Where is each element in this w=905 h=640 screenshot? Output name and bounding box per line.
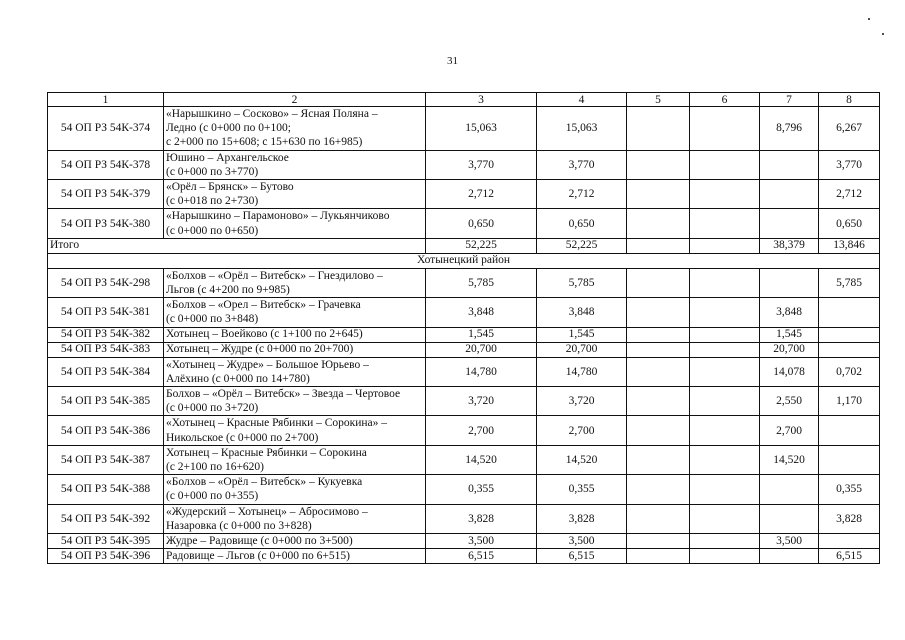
value-cell-c6 [690, 298, 760, 327]
table-row [48, 150, 880, 179]
value-cell-c6 [690, 549, 760, 564]
road-code-cell: 54 ОП РЗ 54К-386 [48, 416, 164, 445]
total-row [48, 238, 880, 253]
value-cell-c7: 2,700 [760, 416, 819, 445]
table-body [48, 93, 880, 564]
value-cell-c4: 0,650 [537, 209, 627, 238]
district-row [48, 253, 880, 268]
value-cell-c6 [690, 416, 760, 445]
value-cell-c6 [690, 209, 760, 238]
value-cell-c5 [627, 534, 690, 549]
table-row [48, 327, 880, 342]
road-code-cell: 54 ОП РЗ 54К-388 [48, 475, 164, 504]
value-cell-c6 [690, 534, 760, 549]
road-name-cell: Радовище – Льгов (с 0+000 по 6+515) [164, 549, 426, 564]
road-name-cell: Болхов – «Орёл – Витебск» – Звезда – Чертовое (с 0+000 по 3+720) [164, 387, 426, 416]
value-cell-c6 [690, 445, 760, 474]
value-cell-c5 [627, 387, 690, 416]
page-number: 31 [447, 55, 458, 67]
road-name-cell: Хотынец – Красные Рябинки – Сорокина (с 2+100 по 16+620) [164, 445, 426, 474]
value-cell-c4: 6,515 [537, 549, 627, 564]
roads-table [47, 92, 880, 564]
table-row [48, 342, 880, 357]
value-cell-c3: 2,712 [426, 180, 537, 209]
road-code-cell: 54 ОП РЗ 54К-384 [48, 357, 164, 386]
value-cell-c7: 2,550 [760, 387, 819, 416]
table-row [48, 549, 880, 564]
value-cell-c5 [627, 475, 690, 504]
value-cell-c4: 3,500 [537, 534, 627, 549]
value-cell-c5 [627, 298, 690, 327]
value-cell-c5 [627, 150, 690, 179]
value-cell-c7 [760, 180, 819, 209]
total-label: Итого [48, 238, 426, 253]
value-cell-c4: 3,720 [537, 387, 627, 416]
value-cell-c5 [627, 504, 690, 533]
value-cell-c3: 3,828 [426, 504, 537, 533]
road-name-cell: «Хотынец – Жудре» – Большое Юрьево – Алёхино (с 0+000 по 14+780) [164, 357, 426, 386]
table-row [48, 107, 880, 151]
value-cell-c6 [690, 504, 760, 533]
road-code-cell: 54 ОП РЗ 54К-374 [48, 107, 164, 151]
column-number-row [48, 93, 880, 107]
road-name-cell: «Хотынец – Красные Рябинки – Сорокина» – Никольское (с 0+000 по 2+700) [164, 416, 426, 445]
table-row [48, 209, 880, 238]
value-cell-c6 [690, 387, 760, 416]
road-code-cell: 54 ОП РЗ 54К-395 [48, 534, 164, 549]
value-cell-c7: 3,500 [760, 534, 819, 549]
value-cell-c3: 3,720 [426, 387, 537, 416]
road-name-cell: «Болхов – «Орел – Витебск» – Грачевка (с 0+000 по 3+848) [164, 298, 426, 327]
value-cell-c3: 0,650 [426, 209, 537, 238]
value-cell-c7 [760, 549, 819, 564]
value-cell-c8 [819, 342, 880, 357]
table-row [48, 475, 880, 504]
road-code-cell: 54 ОП РЗ 54К-378 [48, 150, 164, 179]
value-cell-c3: 1,545 [426, 327, 537, 342]
road-name-cell: «Нарышкино – Парамоново» – Лукьянчиково (с 0+000 по 0+650) [164, 209, 426, 238]
value-cell-c4: 15,063 [537, 107, 627, 151]
value-cell-c7: 20,700 [760, 342, 819, 357]
value-cell-c8 [819, 416, 880, 445]
road-name-cell: «Болхов – «Орёл – Витебск» – Кукуевка (с 0+000 по 0+355) [164, 475, 426, 504]
value-cell-c8: 5,785 [819, 268, 880, 297]
total-value-c8: 13,846 [819, 238, 880, 253]
value-cell-c3: 14,520 [426, 445, 537, 474]
total-value-c4: 52,225 [537, 238, 627, 253]
value-cell-c6 [690, 150, 760, 179]
value-cell-c7: 8,796 [760, 107, 819, 151]
value-cell-c4: 14,520 [537, 445, 627, 474]
value-cell-c3: 0,355 [426, 475, 537, 504]
value-cell-c5 [627, 445, 690, 474]
road-name-cell: «Орёл – Брянск» – Бутово (с 0+018 по 2+730) [164, 180, 426, 209]
value-cell-c3: 3,770 [426, 150, 537, 179]
table-row [48, 387, 880, 416]
value-cell-c4: 3,770 [537, 150, 627, 179]
value-cell-c8: 1,170 [819, 387, 880, 416]
table-row [48, 180, 880, 209]
value-cell-c5 [627, 209, 690, 238]
road-name-cell: «Жудерский – Хотынец» – Абросимово – Назаровка (с 0+000 по 3+828) [164, 504, 426, 533]
value-cell-c8 [819, 327, 880, 342]
value-cell-c5 [627, 180, 690, 209]
total-value-c7: 38,379 [760, 238, 819, 253]
value-cell-c5 [627, 327, 690, 342]
value-cell-c7: 14,078 [760, 357, 819, 386]
value-cell-c8: 3,828 [819, 504, 880, 533]
value-cell-c4: 14,780 [537, 357, 627, 386]
value-cell-c7: 14,520 [760, 445, 819, 474]
value-cell-c8 [819, 534, 880, 549]
value-cell-c5 [627, 107, 690, 151]
value-cell-c3: 6,515 [426, 549, 537, 564]
scan-speck [882, 33, 884, 35]
value-cell-c3: 15,063 [426, 107, 537, 151]
total-value-c6 [690, 238, 760, 253]
value-cell-c7 [760, 475, 819, 504]
value-cell-c5 [627, 416, 690, 445]
road-code-cell: 54 ОП РЗ 54К-379 [48, 180, 164, 209]
column-number: 1 [48, 93, 164, 107]
table-row [48, 298, 880, 327]
value-cell-c4: 3,828 [537, 504, 627, 533]
value-cell-c4: 20,700 [537, 342, 627, 357]
road-code-cell: 54 ОП РЗ 54К-298 [48, 268, 164, 297]
value-cell-c4: 2,700 [537, 416, 627, 445]
column-number: 4 [537, 93, 627, 107]
table-row [48, 416, 880, 445]
column-number: 2 [164, 93, 426, 107]
value-cell-c8: 6,515 [819, 549, 880, 564]
district-title: Хотынецкий район [48, 253, 880, 268]
road-code-cell: 54 ОП РЗ 54К-381 [48, 298, 164, 327]
value-cell-c6 [690, 475, 760, 504]
total-value-c3: 52,225 [426, 238, 537, 253]
value-cell-c8: 0,650 [819, 209, 880, 238]
road-code-cell: 54 ОП РЗ 54К-380 [48, 209, 164, 238]
road-code-cell: 54 ОП РЗ 54К-382 [48, 327, 164, 342]
road-code-cell: 54 ОП РЗ 54К-385 [48, 387, 164, 416]
table-row [48, 534, 880, 549]
value-cell-c3: 5,785 [426, 268, 537, 297]
value-cell-c4: 1,545 [537, 327, 627, 342]
value-cell-c3: 14,780 [426, 357, 537, 386]
value-cell-c4: 5,785 [537, 268, 627, 297]
value-cell-c6 [690, 342, 760, 357]
road-name-cell: Хотынец – Воейково (с 1+100 по 2+645) [164, 327, 426, 342]
table-row [48, 268, 880, 297]
column-number: 5 [627, 93, 690, 107]
table-row [48, 504, 880, 533]
column-number: 8 [819, 93, 880, 107]
value-cell-c6 [690, 357, 760, 386]
column-number: 7 [760, 93, 819, 107]
value-cell-c3: 20,700 [426, 342, 537, 357]
value-cell-c7 [760, 268, 819, 297]
value-cell-c8 [819, 298, 880, 327]
value-cell-c7 [760, 504, 819, 533]
value-cell-c4: 2,712 [537, 180, 627, 209]
road-name-cell: Юшино – Архангельское (с 0+000 по 3+770) [164, 150, 426, 179]
road-code-cell: 54 ОП РЗ 54К-383 [48, 342, 164, 357]
value-cell-c7 [760, 150, 819, 179]
value-cell-c8: 6,267 [819, 107, 880, 151]
value-cell-c4: 3,848 [537, 298, 627, 327]
value-cell-c8: 0,355 [819, 475, 880, 504]
value-cell-c5 [627, 549, 690, 564]
value-cell-c7: 3,848 [760, 298, 819, 327]
value-cell-c6 [690, 327, 760, 342]
value-cell-c8: 2,712 [819, 180, 880, 209]
road-name-cell: «Нарышкино – Сосково» – Ясная Поляна – Ледно (с 0+000 по 0+100; с 2+000 по 15+608; с 15+630 по 16+985) [164, 107, 426, 151]
road-code-cell: 54 ОП РЗ 54К-392 [48, 504, 164, 533]
value-cell-c6 [690, 268, 760, 297]
total-value-c5 [627, 238, 690, 253]
scan-speck [868, 18, 870, 20]
value-cell-c5 [627, 357, 690, 386]
road-name-cell: Жудре – Радовище (с 0+000 по 3+500) [164, 534, 426, 549]
table-row [48, 445, 880, 474]
column-number: 6 [690, 93, 760, 107]
value-cell-c6 [690, 180, 760, 209]
value-cell-c6 [690, 107, 760, 151]
road-code-cell: 54 ОП РЗ 54К-396 [48, 549, 164, 564]
value-cell-c8: 3,770 [819, 150, 880, 179]
value-cell-c5 [627, 342, 690, 357]
value-cell-c7 [760, 209, 819, 238]
road-name-cell: «Болхов – «Орёл – Витебск» – Гнездилово – Льгов (с 4+200 по 9+985) [164, 268, 426, 297]
table-row [48, 357, 880, 386]
road-name-cell: Хотынец – Жудре (с 0+000 по 20+700) [164, 342, 426, 357]
column-number: 3 [426, 93, 537, 107]
value-cell-c7: 1,545 [760, 327, 819, 342]
value-cell-c8: 0,702 [819, 357, 880, 386]
road-code-cell: 54 ОП РЗ 54К-387 [48, 445, 164, 474]
value-cell-c3: 2,700 [426, 416, 537, 445]
value-cell-c3: 3,848 [426, 298, 537, 327]
value-cell-c5 [627, 268, 690, 297]
value-cell-c8 [819, 445, 880, 474]
value-cell-c4: 0,355 [537, 475, 627, 504]
value-cell-c3: 3,500 [426, 534, 537, 549]
